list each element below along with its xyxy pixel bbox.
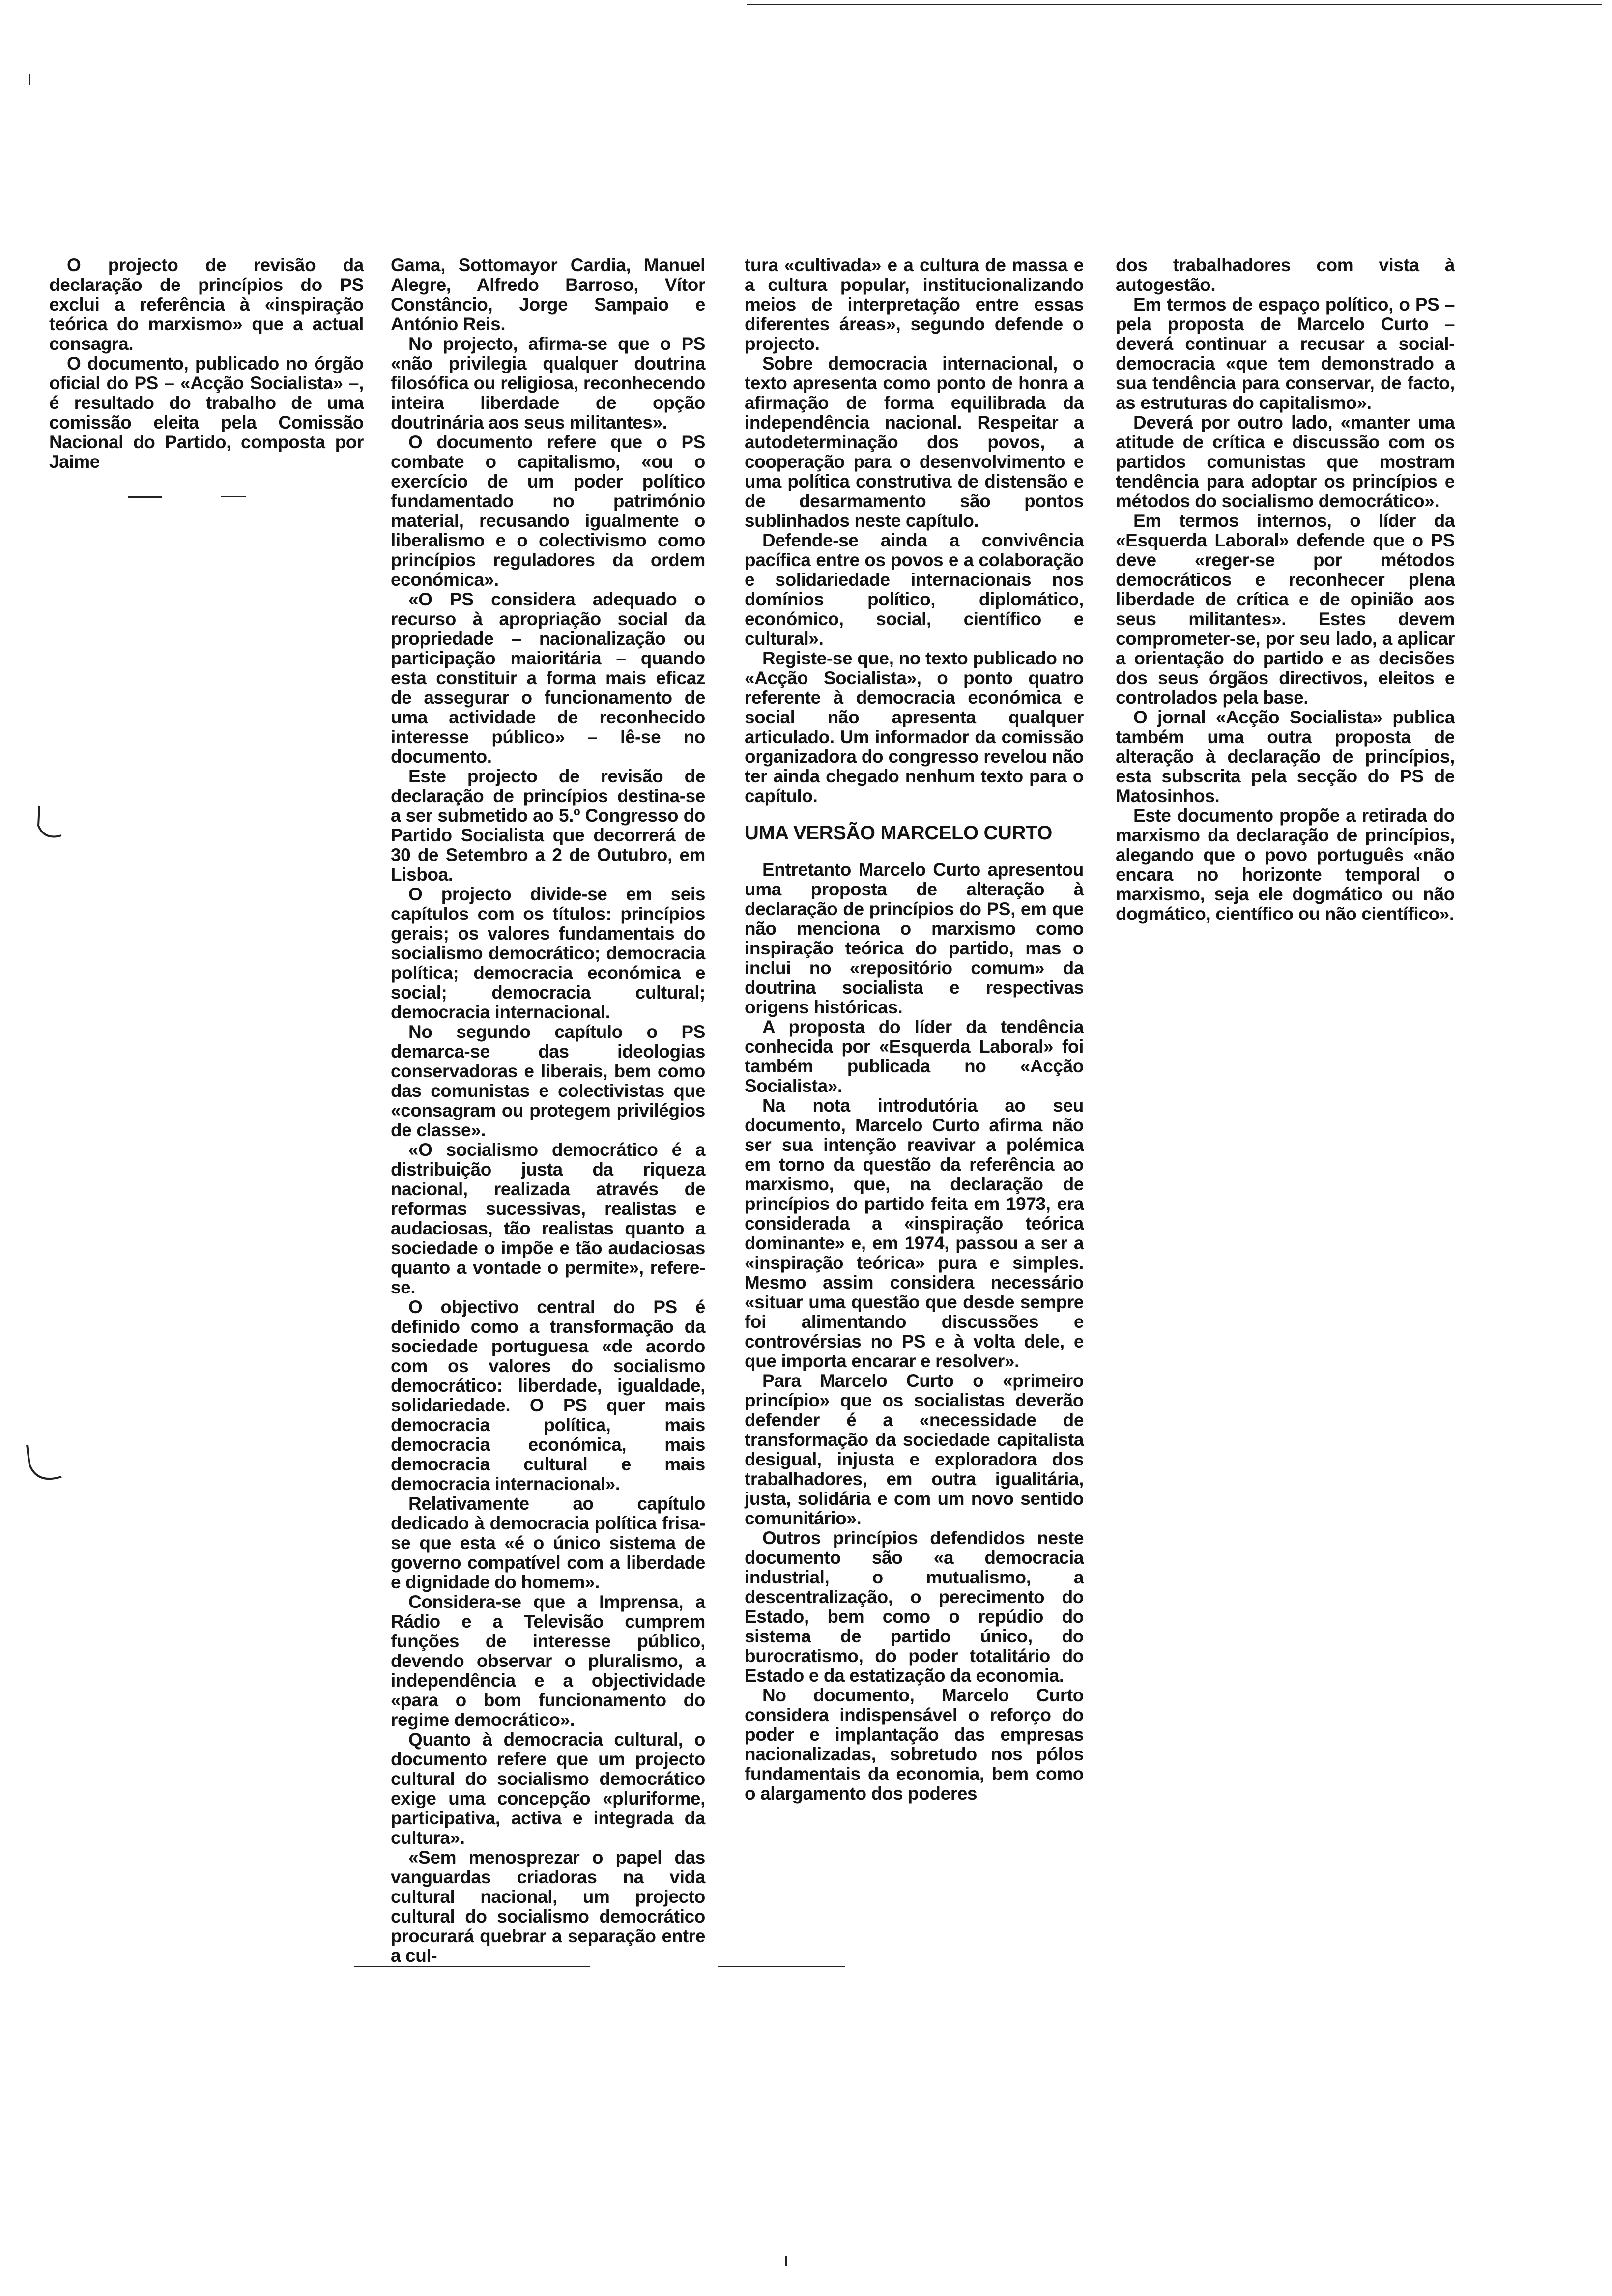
column-end-rule: [718, 1966, 845, 1967]
paragraph: No documento, Marcelo Curto considera indispensável o reforço do poder e implantação das empresas nacionalizadas, sobretudo nos pólos fundamentais da economia, bem como o alargamento dos poderes: [745, 1685, 1084, 1804]
scan-speck: [29, 74, 30, 85]
paragraph: Gama, Sottomayor Cardia, Manuel Alegre, Alfredo Barroso, Vítor Constâncio, Jorge Sampaio e António Reis.: [391, 255, 705, 334]
paragraph: Em termos de espaço político, o PS – pela proposta de Marcelo Curto – deverá continuar a recusar a social-democracia «que tem demonstrado a sua tendência para conservar, de facto, as estruturas do capitalismo».: [1116, 294, 1455, 413]
paragraph: O projecto de revisão da declaração de princípios do PS exclui a referência à «inspiração teórica do marxismo» que a actual consagra.: [49, 255, 364, 354]
column-end-rule: [354, 1966, 590, 1967]
article-column-1: [49, 256, 364, 472]
paragraph: Entretanto Marcelo Curto apresentou uma proposta de alteração à declaração de princípios do PS, em que não menciona o marxismo como inspiração teórica do partido, mas o inclui no «repositório comum» da doutrina socialista e respectivas origens históricas.: [745, 860, 1084, 1017]
article-column-2: [391, 256, 705, 1966]
paragraph: Para Marcelo Curto o «primeiro princípio» que os socialistas deverão defender é a «necessidade de transformação da sociedade capitalista desigual, injusta e exploradora dos trabalhadores, em outra igualitária, justa, solidária e com um novo sentido comunitário».: [745, 1371, 1084, 1528]
paragraph: A proposta do líder da tendência conhecida por «Esquerda Laboral» foi também publicada no «Acção Socialista».: [745, 1017, 1084, 1096]
paragraph: Outros princípios defendidos neste documento são «a democracia industrial, o mutualismo, a descentralização, o perecimento do Estado, bem como o repúdio do sistema de partido único, do burocratismo, do poder totalitário do Estado e da estatização da economia.: [745, 1528, 1084, 1686]
paragraph: dos trabalhadores com vista à autogestão.: [1116, 255, 1455, 295]
scan-speck: [785, 2256, 787, 2266]
paragraph: No projecto, afirma-se que o PS «não privilegia qualquer doutrina filosófica ou religiosa, reconhecendo inteira liberdade de opção doutrinária aos seus militantes».: [391, 334, 705, 432]
paragraph: Deverá por outro lado, «manter uma atitude de crítica e discussão com os partidos comunistas que mostram tendência para adoptar os princípios e métodos do socialismo democrático».: [1116, 412, 1455, 511]
paragraph: Considera-se que a Imprensa, a Rádio e a Televisão cumprem funções de interesse público, devendo observar o pluralismo, a independência e a objectividade «para o bom funcionamento do regime democrático».: [391, 1592, 705, 1730]
top-edge-rule: [747, 4, 1602, 5]
paragraph: O projecto divide-se em seis capítulos com os títulos: princípios gerais; os valores fundamentais do socialismo democrático; democracia política; democracia económica e social; democracia cultural; democracia internacional.: [391, 884, 705, 1022]
article-column-3: [745, 256, 1084, 1804]
section-heading: UMA VERSÃO MARCELO CURTO: [745, 822, 1052, 844]
paragraph: O jornal «Acção Socialista» publica também uma outra proposta de alteração à declaração de princípios, esta subscrita pela secção do PS de Matosinhos.: [1116, 707, 1455, 806]
clipping-dash: [221, 496, 246, 497]
paragraph: Sobre democracia internacional, o texto apresenta como ponto de honra a afirmação de forma equilibrada da independência nacional. Respeitar a autodeterminação dos povos, a cooperação para o desenvolvimento e uma política construtiva de distensão e de desarmamento são pontos sublinhados neste capítulo.: [745, 353, 1084, 531]
paragraph: Este documento propõe a retirada do marxismo da declaração de princípios, alegando que o povo português «não encara no horizonte temporal o marxismo, seja ele dogmático ou não dogmático, científico ou não científico».: [1116, 805, 1455, 924]
paragraph: O documento refere que o PS combate o capitalismo, «ou o exercício de um poder político fundamentado no património material, recusando igualmente o liberalismo e o colectivismo como princípios reguladores da ordem económica».: [391, 432, 705, 590]
paragraph: tura «cultivada» e a cultura de massa e a cultura popular, institucionalizando meios de interpretação entre essas diferentes áreas», segundo defende o projecto.: [745, 255, 1084, 354]
paragraph: O documento, publicado no órgão oficial do PS – «Acção Socialista» –, é resultado do trabalho de uma comissão eleita pela Comissão Nacional do Partido, composta por Jaime: [49, 353, 364, 472]
paragraph: No segundo capítulo o PS demarca-se das ideologias conservadoras e liberais, bem como das comunistas e colectivistas que «consagram ou protegem privilégios de classe».: [391, 1022, 705, 1140]
binder-hole-mark: [10, 796, 64, 850]
paragraph: Defende-se ainda a convivência pacífica entre os povos e a colaboração e solidariedade internacionais nos domínios político, diplomático, económico, social, científico e cultural».: [745, 530, 1084, 649]
clipping-dash: [128, 496, 162, 498]
article-column-4: [1116, 256, 1455, 924]
paragraph: Relativamente ao capítulo dedicado à democracia política frisa-se que esta «é o único sistema de governo compatível com a liberdade e dignidade do homem».: [391, 1493, 705, 1592]
paragraph: «Sem menosprezar o papel das vanguardas criadoras na vida cultural nacional, um projecto cultural do socialismo democrático procurará quebrar a separação entre a cul-: [391, 1847, 705, 1966]
paragraph: Na nota introdutória ao seu documento, Marcelo Curto afirma não ser sua intenção reavivar a polémica em torno da questão da referência ao marxismo, que, na declaração de princípios do partido feita em 1973, era considerada a «inspiração teórica dominante» e, em 1974, passou a ser a «inspiração teórica» pura e simples. Mesmo assim considera necessário «situar uma questão que desde sempre foi alimentando discussões e controvérsias no PS e à volta dele, e que importa encarar e resolver».: [745, 1095, 1084, 1371]
paragraph: «O PS considera adequado o recurso à apropriação social da propriedade – nacionalização ou participação maioritária – quando esta constituir a forma mais eficaz de assegurar o funcionamento de uma actividade de reconhecido interesse público» – lê-se no documento.: [391, 589, 705, 767]
paragraph: O objectivo central do PS é definido como a transformação da sociedade portuguesa «de acordo com os valores do socialismo democrático: liberdade, igualdade, solidariedade. O PS quer mais democracia política, mais democracia económica, mais democracia cultural e mais democracia internacional».: [391, 1297, 705, 1494]
paragraph: Registe-se que, no texto publicado no «Acção Socialista», o ponto quatro referente à democracia económica e social não apresenta qualquer articulado. Um informador da comissão organizadora do congresso revelou não ter ainda chegado nenhum texto para o capítulo.: [745, 648, 1084, 806]
paragraph: Este projecto de revisão de declaração de princípios destina-se a ser submetido ao 5.º Congresso do Partido Socialista que decorrerá de 30 de Setembro a 2 de Outubro, em Lisboa.: [391, 766, 705, 885]
paragraph: «O socialismo democrático é a distribuição justa da riqueza nacional, realizada através de reformas sucessivas, realistas e audaciosas, tão realistas quanto a sociedade o impõe e tão audaciosas quanto a vontade o permite», refere-se.: [391, 1140, 705, 1297]
paragraph: Quanto à democracia cultural, o documento refere que um projecto cultural do socialismo democrático exige uma concepção «pluriforme, participativa, activa e integrada da cultura».: [391, 1729, 705, 1848]
binder-hole-mark: [7, 1440, 66, 1494]
paragraph: Em termos internos, o líder da «Esquerda Laboral» defende que o PS deve «reger-se por métodos democráticos e reconhecer plena liberdade de crítica e de opinião aos seus militantes». Estes devem comprometer-se, por seu lado, a aplicar a orientação do partido e as decisões dos seus órgãos directivos, eleitos e controlados pela base.: [1116, 511, 1455, 708]
